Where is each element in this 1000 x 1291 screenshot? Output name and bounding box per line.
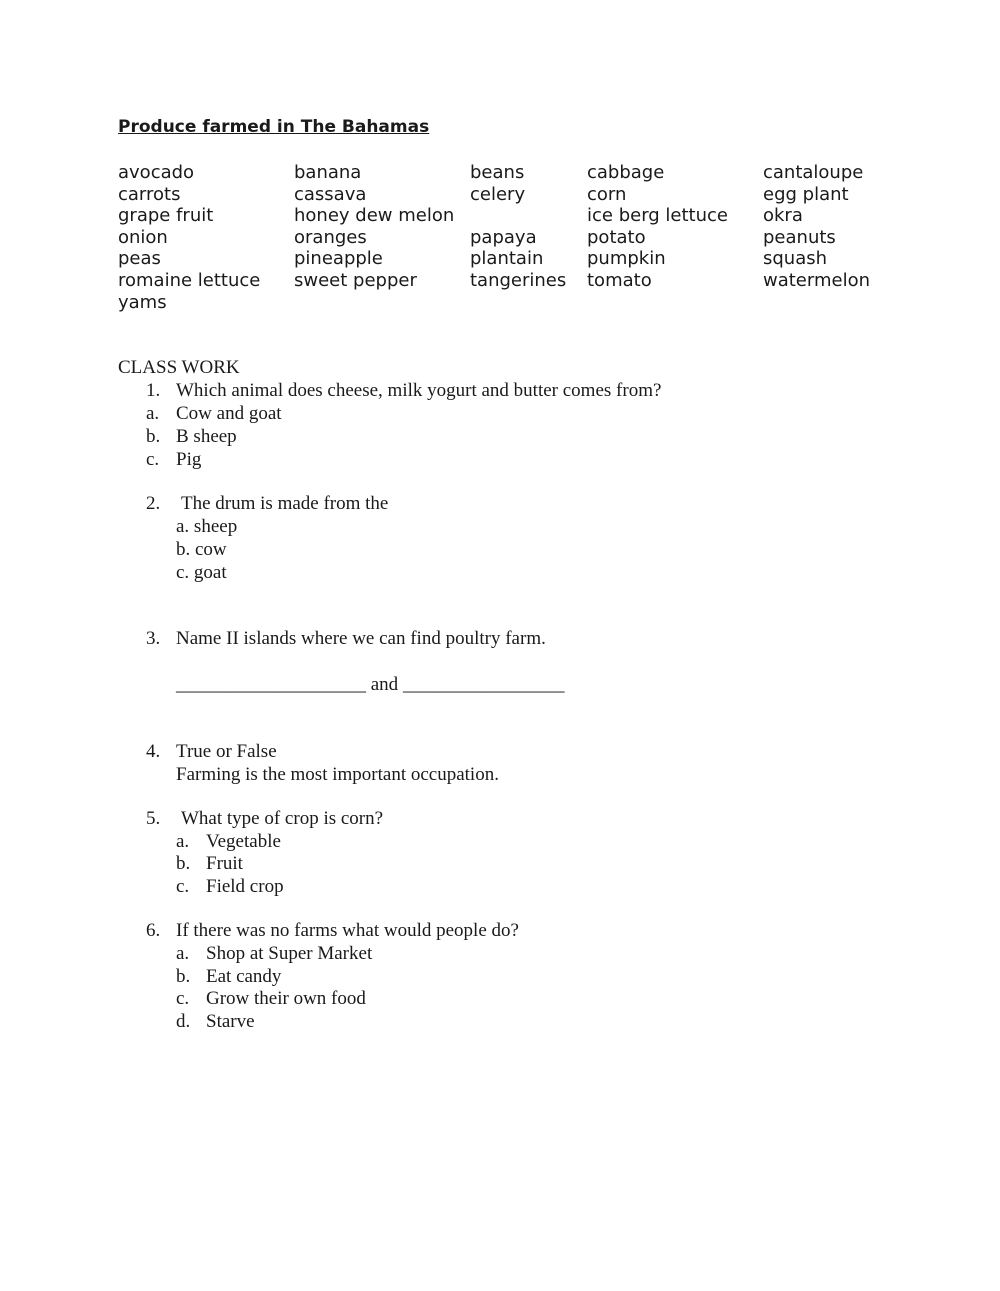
option-letter: d. [176, 1011, 191, 1032]
classwork-heading: CLASS WORK [118, 357, 240, 378]
option-letter: c. [176, 988, 190, 1009]
option-text: B sheep [176, 426, 237, 447]
produce-item: oranges [294, 226, 367, 248]
question-text: Which animal does cheese, milk yogurt and butter comes from? [176, 380, 662, 401]
produce-item: banana [294, 162, 362, 183]
produce-item: cabbage [587, 162, 665, 183]
answer-blank-2[interactable]: _________________ [402, 674, 565, 695]
question-number: 2. [146, 493, 161, 514]
option-text: b. cow [176, 539, 227, 560]
question-number: 6. [146, 920, 161, 941]
option-letter: b. [176, 966, 191, 987]
option-text: Grow their own food [206, 988, 366, 1009]
produce-row [118, 184, 898, 206]
option-text: Field crop [206, 876, 284, 897]
produce-item: pineapple [294, 248, 383, 270]
option-text: Cow and goat [176, 403, 282, 424]
produce-item: squash [763, 248, 828, 270]
answer-blank-1[interactable]: ____________________ [176, 674, 366, 695]
answer-line[interactable] [176, 674, 564, 696]
option-letter: b. [146, 426, 161, 447]
produce-item: pumpkin [587, 248, 666, 270]
produce-item: romaine lettuce [118, 269, 261, 291]
question-text: True or False [176, 741, 277, 762]
produce-item: tomato [587, 269, 652, 291]
produce-row [118, 162, 898, 184]
produce-item: carrots [118, 183, 181, 205]
option-letter: c. [176, 876, 190, 897]
produce-row [118, 248, 898, 270]
produce-item: grape fruit [118, 205, 214, 227]
produce-list [118, 162, 898, 313]
produce-row [118, 270, 898, 292]
question-text: The drum is made from the [181, 493, 389, 514]
produce-item: corn [587, 183, 627, 205]
question-number: 4. [146, 741, 161, 762]
produce-row [118, 292, 898, 314]
produce-item [470, 205, 587, 227]
produce-row [118, 205, 898, 227]
produce-item: sweet pepper [294, 269, 417, 291]
produce-item: egg plant [763, 183, 849, 205]
produce-item: okra [763, 205, 803, 227]
option-text: Pig [176, 449, 202, 470]
option-letter: a. [146, 403, 160, 424]
question-text: What type of crop is corn? [181, 808, 384, 829]
produce-item: cassava [294, 183, 367, 205]
produce-item: honey dew melon [294, 205, 455, 227]
option-letter: a. [176, 831, 190, 852]
option-text: Vegetable [206, 831, 281, 852]
produce-row [118, 227, 898, 249]
produce-item: ice berg lettuce [587, 205, 728, 227]
produce-item: peanuts [763, 226, 836, 248]
produce-item: plantain [470, 248, 544, 270]
produce-item: yams [118, 291, 167, 313]
option-text: c. goat [176, 562, 227, 583]
produce-item: beans [470, 162, 525, 183]
question-number: 5. [146, 808, 161, 829]
produce-item: potato [587, 226, 646, 248]
question-text: Name II islands where we can find poultry farm. [176, 628, 546, 649]
produce-item: onion [118, 226, 168, 248]
produce-item: peas [118, 248, 161, 270]
produce-item: celery [470, 183, 526, 205]
statement-text: Farming is the most important occupation. [176, 764, 499, 785]
option-text: Fruit [206, 853, 243, 874]
produce-item: avocado [118, 162, 195, 183]
option-letter: a. [176, 943, 190, 964]
page-title: Produce farmed in The Bahamas [118, 117, 430, 137]
question-text: If there was no farms what would people do? [176, 920, 519, 941]
question-number: 1. [146, 380, 161, 401]
produce-item: cantaloupe [763, 162, 864, 183]
option-text: Eat candy [206, 966, 282, 987]
produce-item: tangerines [470, 269, 567, 291]
produce-item: watermelon [763, 269, 870, 291]
question-number: 3. [146, 628, 161, 649]
option-letter: b. [176, 853, 191, 874]
option-text: Starve [206, 1011, 255, 1032]
produce-item: papaya [470, 226, 537, 248]
option-text: Shop at Super Market [206, 943, 373, 964]
option-letter: c. [146, 449, 160, 470]
option-text: a. sheep [176, 516, 238, 537]
conjunction-text: and [370, 674, 399, 695]
